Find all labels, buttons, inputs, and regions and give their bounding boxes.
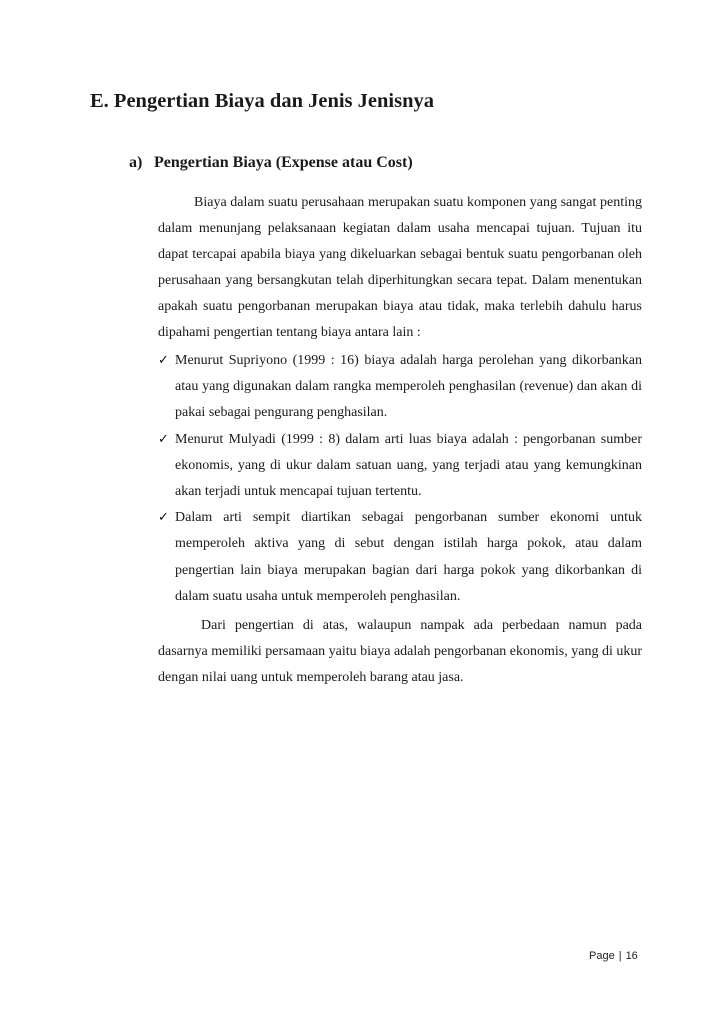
intro-paragraph: Biaya dalam suatu perusahaan merupakan suatu komponen yang sangat penting dalam menunjang pelaksanaan kegiatan dalam usaha mencapai tujuan. Tujuan itu dapat tercapai apabila biaya yang dikeluarkan sebagai bentuk suatu pengorbanan oleh perusahaan yang bersangkutan telah diperhitungkan secara tepat. Dalam menentukan apakah suatu pengorbanan merupakan biaya atau tidak, maka terlebih dahulu harus dipahami pengertian tentang biaya antara lain : <box>158 195 642 340</box>
list-item-text: Menurut Supriyono (1999 : 16) biaya adalah harga perolehan yang dikorbankan atau yang digunakan dalam rangka memperoleh penghasilan (revenue) dan akan di pakai sebagai pengurang penghasilan. <box>175 353 642 421</box>
subsection-heading <box>129 154 413 172</box>
list-item <box>158 348 642 427</box>
conclusion-paragraph: Dari pengertian di atas, walaupun nampak ada perbedaan namun pada dasarnya memiliki persamaan yaitu biaya adalah pengorbanan ekonomis, yang di ukur dengan nilai uang untuk memperoleh barang atau jasa. <box>158 618 643 685</box>
list-item <box>158 427 642 506</box>
check-icon: ✓ <box>158 431 169 447</box>
list-item <box>158 505 642 610</box>
section-heading: E. Pengertian Biaya dan Jenis Jenisnya <box>90 90 434 112</box>
page-separator: | <box>618 950 622 962</box>
definition-list <box>158 348 642 610</box>
page-footer <box>589 950 638 962</box>
list-item-text: Menurut Mulyadi (1999 : 8) dalam arti luas biaya adalah : pengorbanan sumber ekonomis, yang di ukur dalam satuan uang, yang terjadi atau yang kemungkinan akan terjadi untuk mencapai tujuan tertentu. <box>175 431 642 500</box>
subsection-marker: a) <box>129 154 143 171</box>
page-label: Page <box>589 950 615 962</box>
check-icon: ✓ <box>158 353 169 368</box>
list-item-text: Dalam arti sempit diartikan sebagai pengorbanan sumber ekonomi untuk memperoleh aktiva yang di sebut dengan istilah harga pokok, atau dalam pengertian lain biaya merupakan bagian dari harga pokok yang dikorbankan di dalam suatu usaha untuk memperoleh penghasilan. <box>175 510 642 604</box>
check-icon: ✓ <box>158 510 169 526</box>
subsection-title: Pengertian Biaya (Expense atau Cost) <box>154 154 413 171</box>
page-number: 16 <box>625 950 638 962</box>
